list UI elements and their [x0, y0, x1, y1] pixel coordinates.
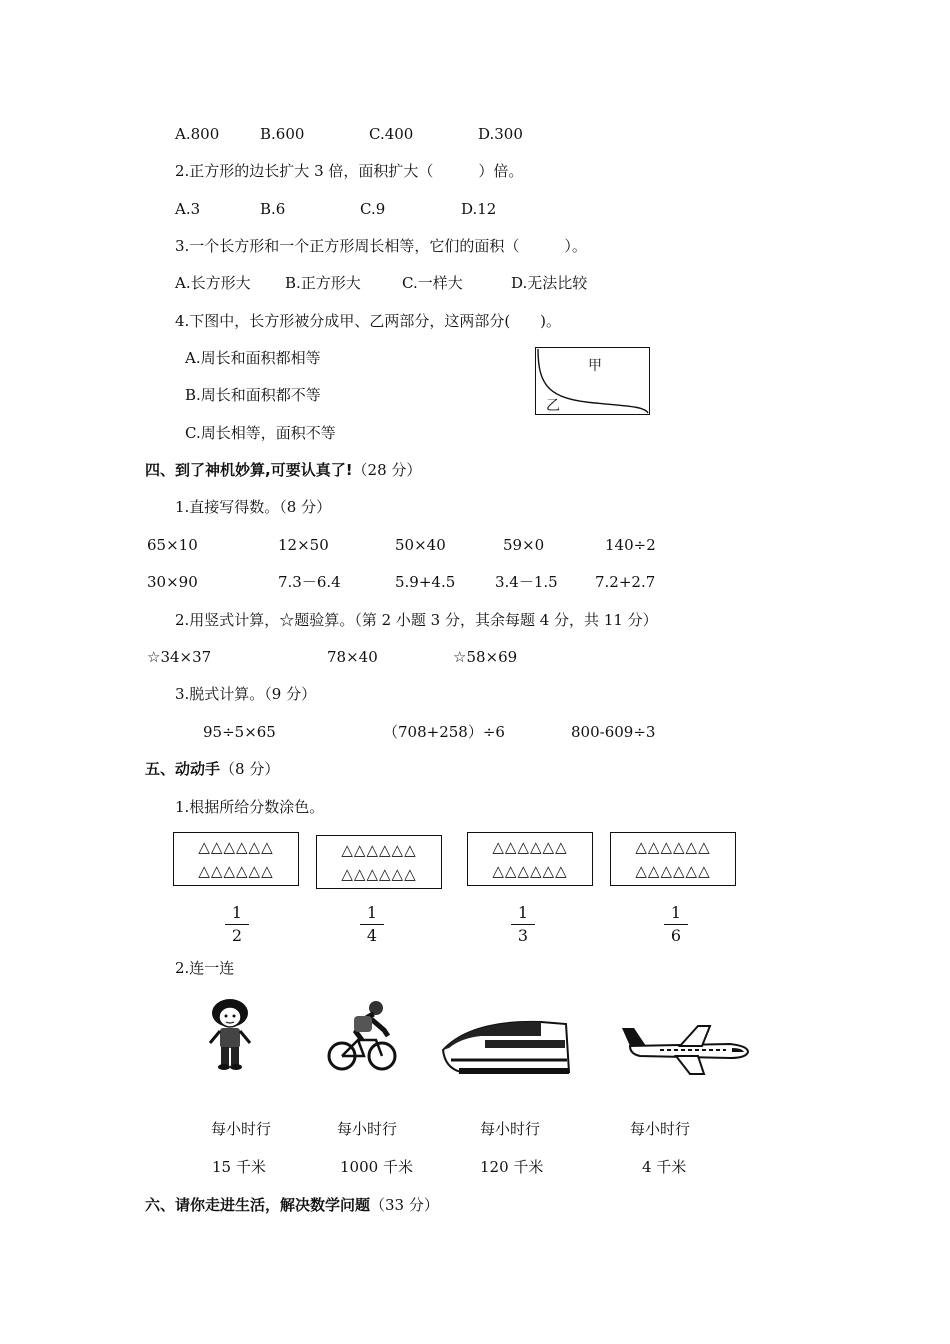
section4-points: （28 分）: [352, 461, 422, 479]
q2-option-c: C.9: [360, 200, 386, 218]
section6-heading: [145, 1195, 439, 1215]
q4-option-a: A.周长和面积都相等: [185, 349, 321, 367]
triangle-row: △△△△△△: [635, 838, 711, 856]
triangle-row: △△△△△△: [198, 862, 274, 880]
airplane-image: [620, 1022, 750, 1077]
fraction-denominator: 2: [231, 926, 243, 945]
fraction-denominator: 6: [670, 926, 682, 945]
triangle-box-4: [610, 832, 736, 886]
speed-value: 120 千米: [480, 1158, 544, 1176]
triangle-row: △△△△△△: [635, 862, 711, 880]
calc-item: 140÷2: [605, 536, 656, 554]
fraction-bar: [511, 924, 535, 925]
stepwise-item: 800-609÷3: [571, 723, 656, 741]
fraction-numerator: 1: [517, 903, 529, 922]
section6-title: 六、请你走进生活，解决数学问题: [145, 1196, 371, 1214]
q4-text: 4.下图中，长方形被分成甲、乙两部分，这两部分( )。: [175, 312, 562, 330]
fraction-numerator: 1: [231, 903, 243, 922]
triangle-box-3: [467, 832, 593, 886]
fraction-numerator: 1: [366, 903, 378, 922]
calc-item: 7.2+2.7: [595, 573, 656, 591]
section4-sub1: 1.直接写得数。（8 分）: [175, 498, 332, 516]
speed-value: 15 千米: [212, 1158, 266, 1176]
q3-option-d: D.无法比较: [511, 274, 588, 292]
q1-option-a: A.800: [175, 125, 220, 143]
fraction-bar: [360, 924, 384, 925]
vertical-calc-item: ☆58×69: [453, 648, 518, 666]
q4-option-c: C.周长相等，面积不等: [185, 424, 336, 442]
q2-text: 2.正方形的边长扩大 3 倍，面积扩大（ ）倍。: [175, 162, 524, 180]
speed-value: 1000 千米: [340, 1158, 413, 1176]
speed-label: 每小时行: [337, 1120, 398, 1138]
section4-sub3: 3.脱式计算。（9 分）: [175, 685, 317, 703]
q4-option-b: B.周长和面积都不等: [185, 386, 321, 404]
walking-girl-image: [200, 995, 260, 1075]
section5-points: （8 分）: [220, 760, 280, 778]
speed-value: 4 千米: [642, 1158, 687, 1176]
calc-item: 65×10: [147, 536, 198, 554]
triangle-row: △△△△△△: [492, 862, 568, 880]
speed-label: 每小时行: [211, 1120, 272, 1138]
vertical-calc-item: ☆34×37: [147, 648, 212, 666]
train-image: [441, 1012, 571, 1082]
section4-sub2: 2.用竖式计算，☆题验算。（第 2 小题 3 分，其余每题 4 分，共 11 分）: [175, 611, 658, 629]
calc-item: 5.9+4.5: [395, 573, 456, 591]
q3-option-b: B.正方形大: [285, 274, 361, 292]
q2-option-d: D.12: [461, 200, 497, 218]
section6-points: （33 分）: [370, 1196, 439, 1214]
stepwise-item: （708+258）÷6: [383, 723, 505, 741]
calc-item: 59×0: [503, 536, 545, 554]
figure-label-yi: 乙: [546, 398, 560, 414]
fraction-denominator: 3: [517, 926, 529, 945]
fraction-bar: [664, 924, 688, 925]
q3-option-a: A.长方形大: [175, 274, 251, 292]
q3-option-c: C.一样大: [402, 274, 463, 292]
q2-option-b: B.6: [260, 200, 286, 218]
stepwise-item: 95÷5×65: [203, 723, 276, 741]
q3-text: 3.一个长方形和一个正方形周长相等，它们的面积（ ）。: [175, 237, 587, 255]
cyclist-image: [326, 996, 398, 1076]
section4-heading: [145, 460, 421, 480]
q1-option-d: D.300: [478, 125, 523, 143]
calc-item: 12×50: [278, 536, 329, 554]
fraction-half: [222, 904, 252, 945]
section5-heading: [145, 759, 279, 779]
figure-label-jia: 甲: [588, 358, 602, 374]
triangle-row: △△△△△△: [341, 865, 417, 883]
fraction-third: [508, 904, 538, 945]
speed-label: 每小时行: [480, 1120, 541, 1138]
triangle-row: △△△△△△: [492, 838, 568, 856]
q1-option-c: C.400: [369, 125, 414, 143]
q1-option-b: B.600: [260, 125, 305, 143]
vertical-calc-item: 78×40: [327, 648, 378, 666]
fraction-numerator: 1: [670, 903, 682, 922]
triangle-box-1: [173, 832, 299, 886]
triangle-row: △△△△△△: [341, 841, 417, 859]
calc-item: 3.4－1.5: [495, 573, 558, 591]
triangle-box-2: [316, 835, 442, 889]
q2-option-a: A.3: [175, 200, 201, 218]
section5-sub2: 2.连一连: [175, 959, 235, 977]
section4-title: 四、到了神机妙算,可要认真了!: [145, 461, 353, 479]
triangle-row: △△△△△△: [198, 838, 274, 856]
speed-label: 每小时行: [630, 1120, 691, 1138]
calc-item: 50×40: [395, 536, 446, 554]
fraction-denominator: 4: [366, 926, 378, 945]
section5-title: 五、动动手: [145, 760, 221, 778]
calc-item: 30×90: [147, 573, 198, 591]
q4-rectangle-figure: [535, 347, 650, 415]
fraction-bar: [225, 924, 249, 925]
calc-item: 7.3－6.4: [278, 573, 341, 591]
section5-sub1: 1.根据所给分数涂色。: [175, 798, 325, 816]
fraction-quarter: [357, 904, 387, 945]
fraction-sixth: [661, 904, 691, 945]
